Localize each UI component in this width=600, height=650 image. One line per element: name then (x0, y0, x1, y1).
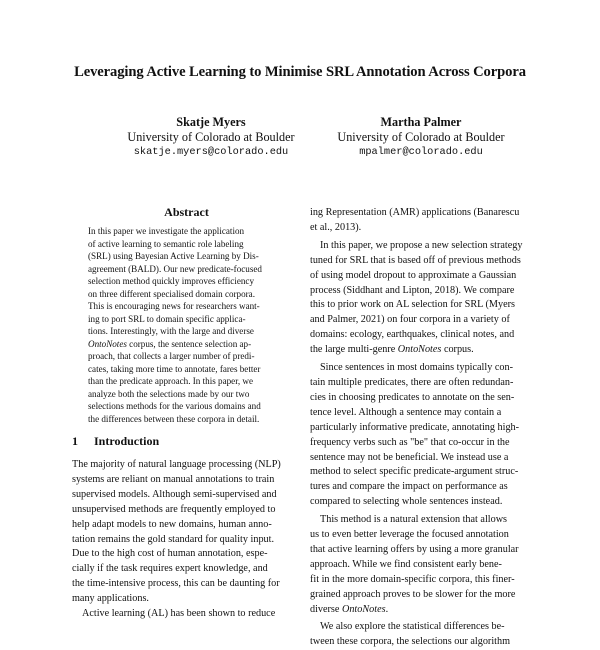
paper-title: Leveraging Active Learning to Minimise SRL Annotation Across Corpora (74, 64, 526, 80)
body-line: systems are reliant on manual annotations to train (72, 473, 275, 485)
body-line: approach. While we find consistent early bene- (310, 558, 502, 570)
intro-right-column (310, 206, 534, 650)
body-line: many applications. (72, 593, 149, 605)
body-line: the time-intensive process, this can be daunting for (72, 578, 280, 590)
body-line: tence level. Although a sentence may contain a (310, 406, 502, 418)
section-heading-introduction (72, 434, 159, 449)
body-line: unsupervised methods are frequently employed to (72, 503, 276, 515)
body-line: sentence may not be beneficial. We instead use a (310, 451, 509, 463)
abstract-line: proach, that collects a larger number of predi- (88, 351, 255, 361)
body-line: Since sentences in most domains typically con- (320, 362, 513, 374)
body-line: In this paper, we propose a new selection strategy (320, 239, 523, 251)
abstract-line: This is encouraging news for researchers want- (88, 301, 260, 311)
body-line: process (Siddhant and Lipton, 2018). We compare (310, 284, 515, 296)
author-email: skatje.myers@colorado.edu (133, 146, 289, 158)
body-line: fit in the more domain-specific corpora, this finer- (310, 573, 515, 585)
body-line: particularly informative predicate, annotating high- (310, 421, 520, 433)
author-name: Martha Palmer (380, 115, 462, 129)
abstract-line: on three different specialised domain corpora. (88, 288, 255, 299)
body-line: that active learning offers by using a more granular (310, 543, 519, 555)
body-line: supervised models. Although semi-supervised and (72, 488, 277, 500)
section-number: 1 (72, 434, 78, 448)
abstract-body (88, 225, 285, 425)
body-line: compared to selecting whole sentences instead. (310, 496, 503, 508)
abstract-line: OntoNotes corpus, the sentence selection ap- (88, 338, 252, 349)
body-line: The majority of natural language processing (NLP) (72, 459, 281, 470)
body-line: grained approach proves to be slower for the more (310, 588, 516, 600)
body-line: Active learning (AL) has been shown to reduce (82, 608, 276, 620)
body-line: ing Representation (AMR) applications (Banarescu (310, 207, 520, 218)
body-line: and Palmer, 2021) on four corpora in a variety of (310, 314, 510, 326)
abstract-line: of active learning to semantic role labeling (88, 238, 244, 249)
abstract-heading: Abstract (164, 205, 209, 219)
author-block-2 (311, 115, 531, 160)
body-line: tation remains the gold standard for quality input. (72, 533, 275, 545)
body-line: frequency verbs such as "be" that co-occur in the (310, 436, 510, 448)
author-affiliation: University of Colorado at Boulder (127, 130, 295, 144)
abstract-line: In this paper we investigate the application (88, 226, 245, 236)
abstract-line: than the predicate approach. In this paper, we (88, 376, 254, 386)
abstract-line: selections methods for the various domains and (88, 401, 261, 411)
body-line: We also explore the statistical differences be- (320, 621, 505, 633)
body-line: This method is a natural extension that allows (320, 514, 508, 526)
body-line: tain multiple predicates, there are often redundan- (310, 376, 514, 388)
abstract-line: the differences between these corpora in detail. (88, 413, 260, 424)
section-title: Introduction (94, 434, 160, 448)
body-line: tures and compare the impact on performance as (310, 481, 508, 493)
body-line: domains: ecology, earthquakes, clinical notes, and (310, 329, 515, 341)
abstract-line: cates, taking more time to annotate, fares better (88, 363, 261, 374)
body-line: et al., 2013). (310, 221, 362, 233)
intro-left-column (72, 458, 304, 622)
body-line: method to select specific predicate-argument struc- (310, 466, 519, 478)
abstract-line: selection method quickly improves efficiency (88, 276, 254, 286)
author-block-1 (101, 115, 321, 160)
body-line: tween these corpora, the selections our algorithm (310, 636, 511, 648)
body-line: Due to the high cost of human annotation, espe- (72, 548, 268, 560)
body-line: help adapt models to new domains, human anno- (72, 518, 272, 530)
body-line: tuned for SRL that is based off of previous methods (310, 254, 521, 266)
abstract-line: agreement (BALD). Our new predicate-focused (88, 263, 262, 274)
body-line: this to prior work on AL selection for SRL (Myers (310, 299, 515, 311)
body-line: cies in choosing predicates to annotate on the sen- (310, 391, 515, 403)
body-line: of using model dropout to approximate a Gaussian (310, 269, 517, 281)
body-line: diverse OntoNotes. (310, 603, 389, 615)
body-line: the large multi-genre OntoNotes corpus. (310, 344, 474, 356)
abstract-line: ing to port SRL to domain specific applica- (88, 313, 246, 324)
abstract-line: (SRL) using Bayesian Active Learning by Dis- (88, 251, 259, 261)
body-line: cially if the task requires expert knowledge, and (72, 563, 268, 575)
abstract-line: analyze both the selections made by our two (88, 388, 250, 399)
abstract-line: tions. Interestingly, with the large and diverse (88, 326, 254, 336)
author-name: Skatje Myers (176, 115, 246, 129)
author-email: mpalmer@colorado.edu (359, 146, 483, 158)
body-line: us to even better leverage the focused annotation (310, 529, 509, 541)
author-affiliation: University of Colorado at Boulder (337, 130, 505, 144)
